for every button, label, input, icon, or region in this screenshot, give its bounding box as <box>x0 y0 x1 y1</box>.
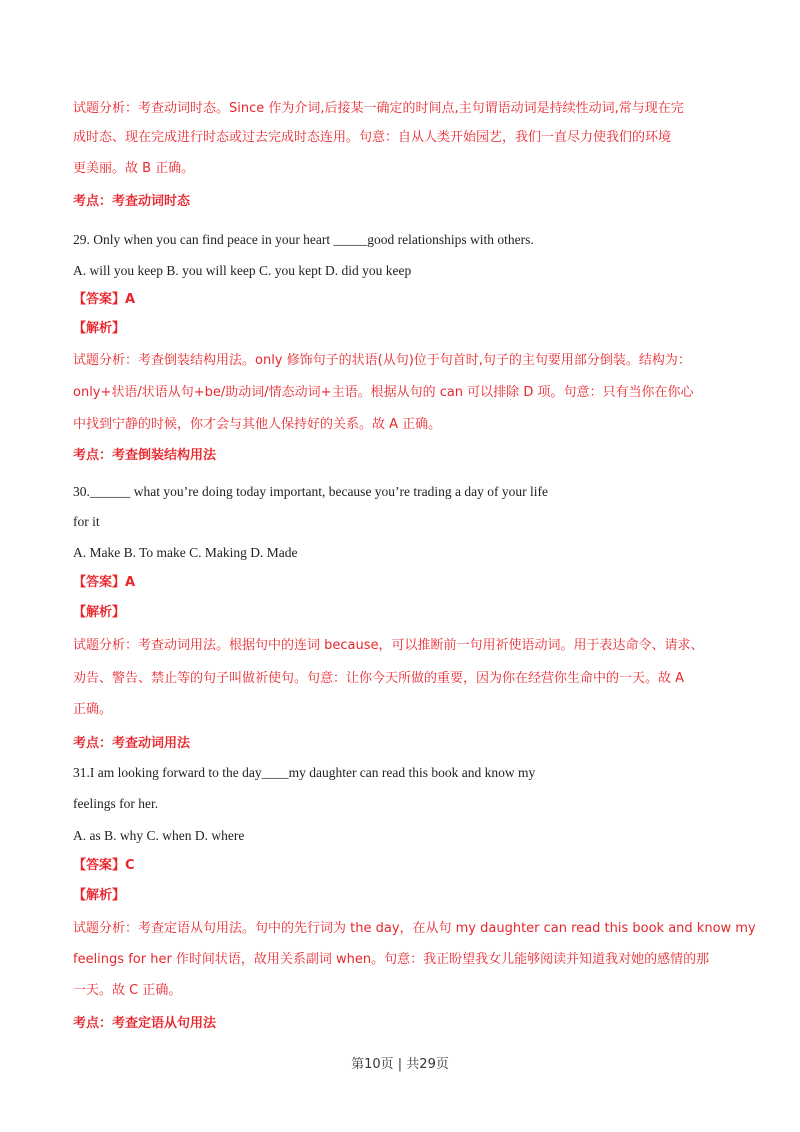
question-line: A. Make B. To make C. Making D. Made <box>73 545 298 560</box>
question-line: A. as B. why C. when D. where <box>73 828 245 843</box>
analysis-line: 考点：考查动词时态 <box>73 194 191 209</box>
analysis-line: 一天。故 C 正确。 <box>73 983 182 998</box>
analysis-line: 劝告、警告、禁止等的句子叫做祈使句。句意：让你今天所做的重要，因为你在经营你生命中的一天。故 A <box>73 671 685 686</box>
analysis-line: 【解析】 <box>73 888 126 903</box>
analysis-line: feelings for her 作时间状语，故用关系副词 when。句意：我正盼望我女儿能够阅读并知道我对她的感情的那 <box>73 952 710 967</box>
question-line: 29. Only when you can find peace in your heart _____good relationships with others. <box>73 232 534 247</box>
analysis-line: 考点：考查定语从句用法 <box>73 1016 217 1031</box>
analysis-line: only+状语/状语从句+be/助动词/情态动词+主语。根据从句的 can 可以排除 D 项。句意：只有当你在你心 <box>73 385 694 400</box>
analysis-line: 成时态、现在完成进行时态或过去完成时态连用。句意：自从人类开始园艺，我们一直尽力使我们的环境 <box>73 130 672 145</box>
question-line: A. will you keep B. you will keep C. you kept D. did you keep <box>73 263 412 278</box>
analysis-line: 试题分析：考查倒装结构用法。only 修饰句子的状语(从句)位于句首时,句子的主句要用部分倒装。结构为： <box>73 353 691 368</box>
analysis-line: 【答案】A <box>73 575 136 590</box>
question-line: 31.I am looking forward to the day____my daughter can read this book and know my <box>73 765 536 780</box>
analysis-line: 中找到宁静的时候，你才会与其他人保持好的关系。故 A 正确。 <box>73 417 442 432</box>
analysis-line: 考点：考查倒装结构用法 <box>73 448 217 463</box>
analysis-line: 【答案】C <box>73 858 135 873</box>
analysis-line: 【解析】 <box>73 605 126 620</box>
analysis-line: 考点：考查动词用法 <box>73 736 191 751</box>
page-footer: 第10页 | 共29页 <box>351 1057 449 1072</box>
analysis-line: 【解析】 <box>73 321 126 336</box>
question-line: for it <box>73 514 100 529</box>
analysis-line: 试题分析：考查定语从句用法。句中的先行词为 the day，在从句 my daughter can read this book and know my <box>73 921 756 936</box>
analysis-line: 试题分析：考查动词时态。Since 作为介词,后接某一确定的时间点,主句谓语动词是持续性动词,常与现在完 <box>73 101 684 116</box>
question-line: feelings for her. <box>73 796 159 811</box>
analysis-line: 正确。 <box>73 702 113 717</box>
analysis-line: 试题分析：考查动词用法。根据句中的连词 because，可以推断前一句用祈使语动词。用于表达命令、请求、 <box>73 638 704 653</box>
analysis-line: 【答案】A <box>73 292 136 307</box>
question-line: 30.______ what you’re doing today important, because you’re trading a day of your life <box>73 484 548 499</box>
analysis-line: 更美丽。故 B 正确。 <box>73 161 195 176</box>
